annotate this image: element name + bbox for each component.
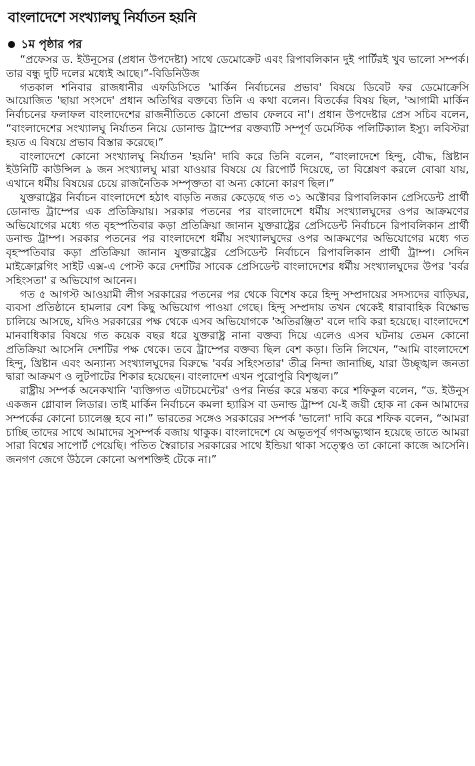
continued-from-label: [8, 36, 469, 52]
paragraph-3: বাংলাদেশে কোনো সংখ্যালঘু নির্যাতন 'হয়নি' দাবি করে তিনি বলেন, “বাংলাদেশে হিন্দু, বৌদ্ধ, খ্রিষ্টান ইউনিটি কাউন্সিল ৯ জন সংখ্যালঘু মারা যাওয়ার বিষয়ে যে রিপোর্ট দিয়েছে, তা বিশ্লেষণ করলে বোঝা যায়, এখানে ধর্মীয় বিষয়ের চেয়ে রাজনৈতিক সম্পৃক্ততা বা অন্য কোনো কারণ ছিল।”: [6, 150, 469, 191]
article-body: [6, 54, 469, 468]
paragraph-1: “প্রফেসর ড. ইউনূসের (প্রধান উপদেষ্টা) সাথে ডেমোক্রেট এবং রিপাবলিকান দুই পার্টিরই খুব ভালো সম্পর্ক। তার বন্ধু দুটি দলের মধ্যেই আছে।”-বিডিনিউজ: [6, 54, 469, 80]
paragraph-2: গতকাল শনিবার রাজধানীর এফডিসিতে 'মার্কিন নির্বাচনের প্রভাব' বিষয়ে ডিবেট ফর ডেমোক্রেসি আয়োজিত 'ছায়া সংসদে' প্রধান অতিথির বক্তব্যে তিনি এ কথা বলেন। বিতর্কের বিষয় ছিল, 'আগামী মার্কিন নির্বাচনের ফলাফল বাংলাদেশের রাজনীতিতে কোনো প্রভাব ফেলবে না'। প্রধান উপদেষ্টার প্রেস সচিব বলেন, “বাংলাদেশের সংখ্যালঘু নির্যাতন নিয়ে ডোনাল্ড ট্রাম্পের বক্তব্যটি সম্পূর্ণ ডমেস্টিক পলিটিক্যাল ইস্যু। লবিস্টরা হয়ত এ বিষয়ে প্রভাব বিস্তার করেছে।”: [6, 81, 469, 149]
headline: বাংলাদেশে সংখ্যালঘু নির্যাতন হয়নি: [8, 10, 196, 26]
continued-from-text: ১ম পৃষ্ঠার পর: [21, 37, 82, 51]
paragraph-5: গত ৫ আগস্ট আওয়ামী লীগ সরকারের পতনের পর থেকে বিশেষ করে হিন্দু সম্প্রদায়ের সদস্যদের বাড়িঘর, ব্যবসা প্রতিষ্ঠানে হামলার বেশ কিছু অভিযোগ পাওয়া গেছে। হিন্দু সম্প্রদায় তখন থেকেই ধারাবাহিক বিক্ষোভ চালিয়ে আসছে, যদিও সরকারের পক্ষ থেকে এসব অভিযোগকে 'অতিরঞ্জিত' বলে দাবি করা হয়েছে। বাংলাদেশে মানবাধিকার বিষয়ে গত কয়েক বছর ধরে যুক্তরাষ্ট্র নানা বক্তব্য দিয়ে এলেও এসব ঘটনায় তেমন কোনো প্রতিক্রিয়া আসেনি দেশটির পক্ষ থেকে। তবে ট্রাম্পের বক্তব্য ছিল বেশ কড়া। তিনি লিখেন, “আমি বাংলাদেশে হিন্দু, খ্রিষ্টান এবং অন্যান্য সংখ্যালঘুদের বিরুদ্ধে 'বর্বর সহিংসতার' তীব্র নিন্দা জানাচ্ছি, যারা উচ্ছৃঙ্খল জনতা দ্বারা আক্রমণ ও লুটপাটের শিকার হয়েছেন। বাংলাদেশ এখন পুরোপুরি বিশৃঙ্খল।”: [6, 288, 469, 384]
paragraph-6: রাষ্ট্রীয় সম্পর্ক অনেকখানি 'ব্যক্তিগত এটাচমেন্টের' ওপর নির্ভর করে মন্তব্য করে শফিকুল বলেন, “ড. ইউনুস একজন গ্লোবাল লিডার। তাই মার্কিন নির্বাচনে কমলা হ্যারিস বা ডনাল্ড ট্রাম্প যে-ই জয়ী হোক না কেন আমাদের সম্পর্কের কোনো চ্যালেঞ্জ হবে না।” ভারতের সঙ্গেও সরকারের সম্পর্ক 'ভালো' দাবি করে শফিক বলেন, “আমরা চাচ্ছি তাদের সাথে আমাদের সুসম্পর্ক বজায় থাকুক। বাংলাদেশে যে অভূতপূর্ব গণঅভ্যুত্থান হয়েছে তাতে আমরা সারা বিশ্বের সাপোর্ট পেয়েছি। পতিত স্বৈরাচার সরকারের সাথে ইন্ডিয়া থাকা সত্ত্বেও তা কোনো কাজে আসেনি। জনগণ জেগে উঠলে কোনো অপশক্তিই টেকে না।”: [6, 385, 469, 467]
bullet-icon: [8, 41, 15, 48]
paragraph-4: যুক্তরাষ্ট্রের নির্বাচন বাংলাদেশে হঠাৎ বাড়তি নজর কেড়েছে গত ৩১ অক্টোবর রিপাবলিকান প্রেসিডেন্ট প্রার্থী ডোনাল্ড ট্রাম্পের এক প্রতিক্রিয়ায়। সরকার পতনের পর বাংলাদেশে ধর্মীয় সংখ্যালঘুদের ওপর আক্রমণের অভিযোগের মধ্যে গত বৃহস্পতিবার কড়া প্রতিক্রিয়া জানান যুক্তরাষ্ট্রের প্রেসিডেন্ট নির্বাচনে রিপাবলিকান প্রার্থী ডনাল্ড ট্রাম্প। সরকার পতনের পর বাংলাদেশে ধর্মীয় সংখ্যালঘুদের ওপর আক্রমণের অভিযোগের মধ্যে গত বৃহস্পতিবার কড়া প্রতিক্রিয়া জানান যুক্তরাষ্ট্রের প্রেসিডেন্ট নির্বাচনে রিপাবলিকান প্রার্থী ট্রাম্প। সেদিন মাইক্রোব্লগিং সাইট এক্স-এ পোস্ট করে দেশটির সাবেক প্রেসিডেন্ট বাংলাদেশের ধর্মীয় সংখ্যালঘুদের উপর 'বর্বর সহিংসতা' র অভিযোগ আনেন।: [6, 191, 469, 287]
